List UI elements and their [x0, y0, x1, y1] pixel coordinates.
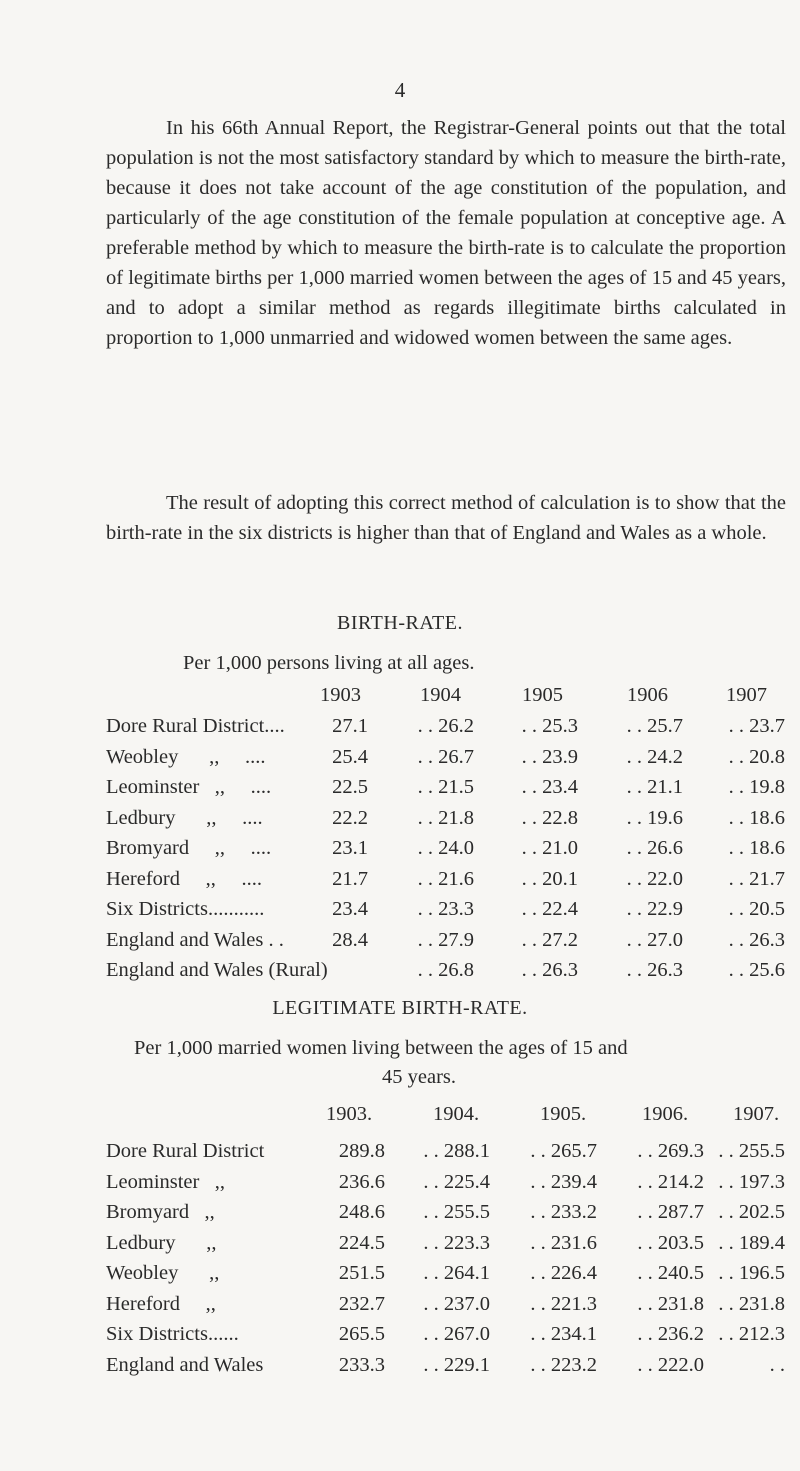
table-row	[0, 746, 800, 776]
row-value: . . 233.2	[530, 1201, 597, 1223]
row-value: . . 24.0	[417, 837, 474, 859]
row-label: Bromyard ,, ....	[106, 837, 272, 859]
table-row	[0, 959, 800, 989]
row-value: . . 21.6	[417, 867, 474, 890]
row-value: . . 231.8	[718, 1292, 785, 1315]
legitimate-birth-rate-subtitle-line1: Per 1,000 married women living between the ages of 15 and	[134, 1037, 628, 1059]
legitimate-birth-rate-subtitle-line2: 45 years.	[382, 1066, 457, 1088]
birth-rate-year-header	[0, 684, 800, 714]
year-header: 1903.	[326, 1103, 373, 1125]
table-row	[0, 929, 800, 959]
row-value: . . 27.2	[521, 928, 578, 951]
row-value: . . 24.2	[626, 745, 683, 768]
row-value: . . 18.6	[728, 806, 785, 829]
row-value: 224.5	[338, 1231, 385, 1254]
row-label: Weobley ,, ....	[106, 745, 266, 768]
row-value: . . 240.5	[637, 1262, 704, 1284]
row-value: . . 23.3	[417, 898, 474, 920]
table-row	[0, 837, 800, 867]
row-label: Six Districts......	[106, 1323, 239, 1345]
row-label: Leominster ,, ....	[106, 776, 272, 798]
row-value: . . 255.5	[423, 1201, 490, 1223]
row-label: England and Wales	[106, 1353, 264, 1376]
row-value: . . 267.0	[423, 1323, 490, 1345]
row-value: 23.4	[332, 898, 368, 920]
paragraph-registrar-report: In his 66th Annual Report, the Registrar-General points out that the total population is not the most satisfactory standard by which to measure the birth-rate, because it does not take account of the age constitution of the population, and particularly of the age constitution of the female population at conceptive age. A preferable method by which to measure the birth-rate is to calculate the proportion of legitimate births per 1,000 married women between the ages of 15 and 45 years, and to adopt a similar method as regards illegitimate births calculated in proportion to 1,000 unmarried and widowed women between the same ages.	[106, 117, 786, 349]
row-value: 236.6	[338, 1170, 385, 1193]
row-value: 251.5	[338, 1262, 385, 1284]
row-value: . . 202.5	[718, 1201, 785, 1223]
table-row	[0, 898, 800, 928]
row-value: . . 26.7	[417, 745, 474, 768]
row-value: . . 225.4	[423, 1170, 490, 1193]
row-value: . . 287.7	[637, 1201, 704, 1223]
row-value: . . 236.2	[637, 1323, 704, 1345]
year-header: 1904	[420, 684, 461, 706]
birth-rate-heading: BIRTH-RATE.	[337, 612, 463, 634]
row-value: . . 21.1	[626, 776, 683, 798]
row-value: . . 23.9	[521, 745, 578, 768]
row-value: . . 18.6	[728, 837, 785, 859]
table-row	[0, 868, 800, 898]
row-label: Weobley ,,	[106, 1262, 220, 1284]
row-label: Bromyard ,,	[106, 1201, 215, 1223]
year-header: 1906.	[642, 1103, 689, 1125]
table-row	[0, 776, 800, 806]
year-header: 1905.	[540, 1103, 587, 1125]
year-header: 1907	[726, 684, 767, 706]
row-value: . . 226.4	[530, 1262, 597, 1284]
row-value: . . 26.2	[417, 715, 474, 737]
legitimate-birth-rate-heading: LEGITIMATE BIRTH-RATE.	[272, 997, 528, 1019]
row-value: . . 203.5	[637, 1231, 704, 1254]
year-header: 1906	[627, 684, 668, 706]
table-row	[0, 1354, 800, 1384]
row-value: . . 27.9	[417, 928, 474, 951]
table-row	[0, 807, 800, 837]
row-value: 289.8	[338, 1140, 385, 1162]
row-value: 232.7	[338, 1292, 385, 1315]
row-value: . . 239.4	[530, 1170, 597, 1193]
row-value: 21.7	[332, 867, 368, 890]
row-value: . . 26.3	[626, 959, 683, 981]
row-value: . . 21.5	[417, 776, 474, 798]
row-value: . . 197.3	[718, 1170, 785, 1193]
row-label: England and Wales . .	[106, 928, 284, 951]
row-label: England and Wales (Rural)	[106, 959, 328, 981]
row-value: . . 26.8	[417, 959, 474, 981]
row-value: . . 20.1	[521, 867, 578, 890]
birth-rate-subtitle: Per 1,000 persons living at all ages.	[183, 652, 475, 674]
row-value: . . 255.5	[718, 1140, 785, 1162]
row-value: . . 189.4	[718, 1231, 785, 1254]
row-value: . . 25.3	[521, 715, 578, 737]
year-header: 1905	[522, 684, 563, 706]
row-label: Dore Rural District	[106, 1140, 265, 1162]
row-value: . . 20.5	[728, 898, 785, 920]
table-row	[0, 1232, 800, 1262]
row-value: . . 27.0	[626, 928, 683, 951]
table-row	[0, 1323, 800, 1353]
row-value: 23.1	[332, 837, 368, 859]
legitimate-year-header	[0, 1103, 800, 1133]
row-value: . . 223.3	[423, 1231, 490, 1254]
table-row	[0, 715, 800, 745]
row-value: . . 196.5	[718, 1262, 785, 1284]
row-value: . . 26.3	[728, 928, 785, 951]
page-number: 4	[394, 78, 406, 102]
row-value: 248.6	[338, 1201, 385, 1223]
row-value: 22.5	[332, 776, 368, 798]
row-value: . . 223.2	[530, 1353, 597, 1376]
row-label: Hereford ,,	[106, 1292, 216, 1315]
table-row	[0, 1293, 800, 1323]
row-label: Leominster ,,	[106, 1170, 225, 1193]
row-value: . . 19.8	[728, 776, 785, 798]
row-value: . . 221.3	[530, 1292, 597, 1315]
row-value: . . 26.3	[521, 959, 578, 981]
row-label: Hereford ,, ....	[106, 867, 262, 890]
row-label: Six Districts...........	[106, 898, 265, 920]
row-value: 22.2	[332, 806, 368, 829]
table-row	[0, 1140, 800, 1170]
row-value: . . 20.8	[728, 745, 785, 768]
table-row	[0, 1201, 800, 1231]
row-label: Ledbury ,,	[106, 1231, 217, 1254]
row-value: . . 288.1	[423, 1140, 490, 1162]
year-header: 1907.	[733, 1103, 780, 1125]
row-value: . . 21.0	[521, 837, 578, 859]
row-value: . . 26.6	[626, 837, 683, 859]
row-value: . . 22.8	[521, 806, 578, 829]
row-value: . . 214.2	[637, 1170, 704, 1193]
row-value: 28.4	[332, 928, 368, 951]
table-row	[0, 1171, 800, 1201]
row-value: . . 264.1	[423, 1262, 490, 1284]
row-label: Ledbury ,, ....	[106, 806, 263, 829]
row-value: . . 234.1	[530, 1323, 597, 1345]
row-value: . . 23.4	[521, 776, 578, 798]
row-value: . . 22.9	[626, 898, 683, 920]
row-value: . . 23.7	[728, 715, 785, 737]
year-header: 1904.	[433, 1103, 480, 1125]
row-value: 27.1	[332, 715, 368, 737]
row-label: Dore Rural District....	[106, 715, 285, 737]
row-value: . . 231.6	[530, 1231, 597, 1254]
row-value: . . 25.6	[728, 959, 785, 981]
table-row	[0, 1262, 800, 1292]
row-value: . . 21.7	[728, 867, 785, 890]
row-value: . . 22.4	[521, 898, 578, 920]
row-value: . . 222.0	[637, 1353, 704, 1376]
row-value: . . 25.7	[626, 715, 683, 737]
row-value: . . 21.8	[417, 806, 474, 829]
row-value: . . 231.8	[637, 1292, 704, 1315]
row-value: . . 237.0	[423, 1292, 490, 1315]
row-value: 25.4	[332, 745, 368, 768]
row-value: 233.3	[338, 1353, 385, 1376]
row-value: . . 212.3	[718, 1323, 785, 1345]
row-value: 265.5	[338, 1323, 385, 1345]
row-value: . .	[769, 1353, 785, 1376]
row-value: . . 265.7	[530, 1140, 597, 1162]
row-value: . . 229.1	[423, 1353, 490, 1376]
row-value: . . 22.0	[626, 867, 683, 890]
year-header: 1903	[320, 684, 361, 706]
paragraph-result: The result of adopting this correct method of calculation is to show that the birth-rate in the six districts is higher than that of England and Wales as a whole.	[106, 492, 786, 544]
row-value: . . 269.3	[637, 1140, 704, 1162]
row-value: . . 19.6	[626, 806, 683, 829]
